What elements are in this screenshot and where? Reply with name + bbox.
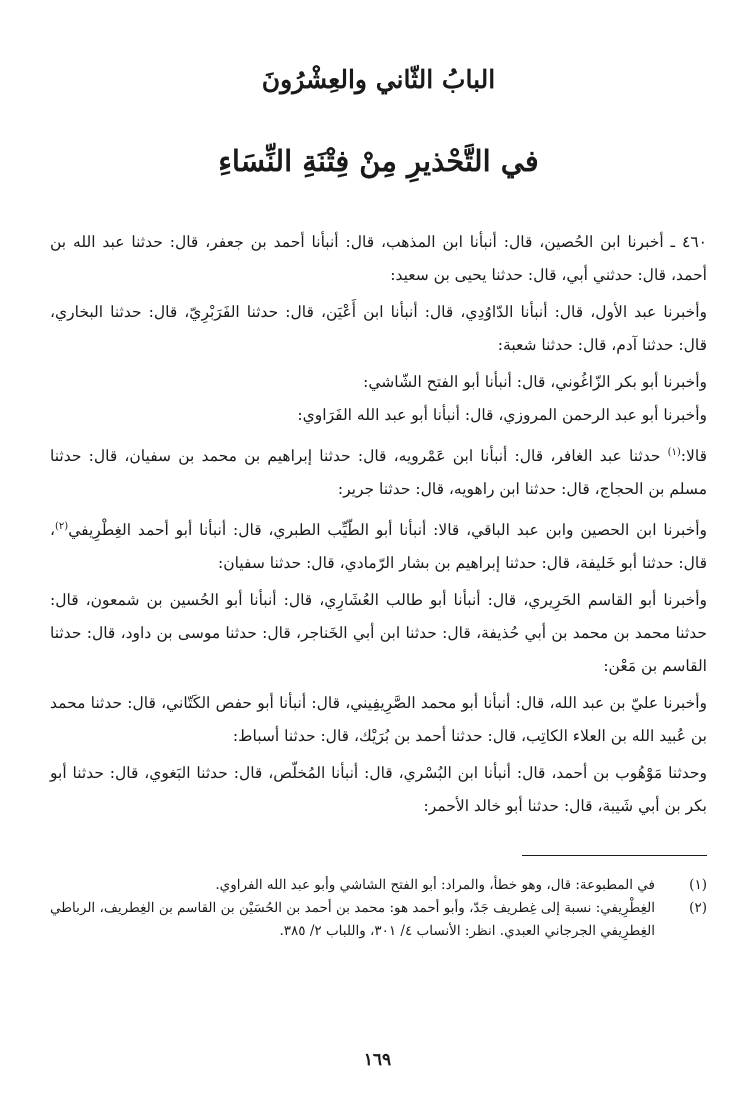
footnote-number: (١): [689, 877, 707, 894]
paragraph-chain-6-a: وأخبرنا ابن الحصين وابن عبد الباقي، قالا: أنبأنا أبو الطّيِّب الطبري، قال: أنبأنا أبو أحمد الغِطْرِيفي: [68, 521, 707, 540]
paragraph-hadith-460: ٤٦٠ ـ أخبرنا ابن الحُصين، قال: أنبأنا ابن المذهب، قال: أنبأنا أحمد بن جعفر، قال: حدثنا عبد الله بن أحمد، قال: حدثني أبي، قال: حدثنا يحيى بن سعيد:: [50, 233, 707, 284]
paragraph-chain-6-b: ، قال: حدثنا أبو خَليفة، قال: حدثنا إبراهيم بن بشار الرّمادي، قال: حدثنا سفيان:: [50, 521, 707, 573]
qala-word: قالا:: [680, 447, 707, 466]
main-text: [50, 226, 707, 823]
paragraph-chain-6: [50, 510, 707, 580]
paragraph-chain-4: وأخبرنا أبو عبد الرحمن المروزي، قال: أنبأنا أبو عبد الله الفَرَاوي:: [297, 406, 707, 424]
section-title: في التَّحْذيرِ مِنْ فِتْنَةِ النِّسَاءِ: [218, 144, 539, 178]
paragraph-chain-5: [50, 436, 707, 506]
page-number: ١٦٩: [363, 1050, 392, 1070]
paragraph-chain-5-text: حدثنا عبد الغافر، قال: أنبأنا ابن عَمْرويه، قال: حدثنا إبراهيم بن محمد بن سفيان، قال: حدثنا مسلم بن الحجاج، قال: حدثنا ابن راهويه، قال: حدثنا جرير:: [50, 447, 707, 499]
paragraph-chain-9: وحدثنا مَوْهُوب بن أحمد، قال: أنبأنا ابن البُسْري، قال: أنبأنا المُخلّص، قال: حدثنا البَغوي، قال: حدثنا أبو بكر بن أبي شَيبة، قال: حدثنا أبو خالد الأحمر:: [50, 764, 707, 816]
footnote-text: في المطبوعة: قال، وهو خطأ، والمراد: أبو الفتح الشاشي وأبو عبد الله الفراوي.: [215, 877, 655, 894]
paragraph-chain-3: وأخبرنا أبو بكر الزّاغُوني، قال: أنبأنا أبو الفتح الشّاشي:: [363, 373, 707, 391]
footnote-number: (٢): [689, 900, 707, 917]
footnote-ref-1[interactable]: (١): [667, 447, 681, 458]
footnotes: [50, 874, 707, 943]
footnote-text: الغِطْرِيفي: نسبة إلى غِطريف جَدّ، وأبو أحمد هو: محمد بن أحمد بن الحُسَيْن بن القاسم بن الغِطريف، الرباطي الغِطرِيفي الجرجاني العبدي. انظر: الأنساب ٤/ ٣٠١، واللباب ٢/ ٣٨٥.: [50, 900, 655, 940]
chapter-title: البابُ الثّاني والعِشْرُونَ: [261, 65, 496, 94]
footnote-1: [50, 874, 707, 897]
footnote-divider: [522, 855, 707, 856]
footnote-ref-2[interactable]: (٢): [55, 521, 69, 533]
footnote-2: [50, 897, 707, 943]
paragraph-chain-7: وأخبرنا أبو القاسم الحَرِيري، قال: أنبأنا أبو طالب العُشَارِي، قال: أنبأنا أبو الحُسين بن شمعون، قال: حدثنا محمد بن محمد بن أبي حُذيفة، قال: حدثنا ابن أبي الخَناجر، قال: حدثنا موسى بن داود، قال: حدثنا القاسم بن مَعْن:: [50, 591, 707, 676]
paragraph-chain-8: وأخبرنا عليّ بن عبد الله، قال: أنبأنا أبو محمد الصَّرِيفِيني، قال: أنبأنا أبو حفص الكَتّاني، قال: حدثنا محمد بن عُبيد الله بن العلاء الكاتِب، قال: حدثنا أحمد بن بُرَيْك، قال: حدثنا أسباط:: [50, 694, 707, 746]
paragraph-chain-2: وأخبرنا عبد الأول، قال: أنبأنا الدّاوُدِي، قال: أنبأنا ابن أَعْيَن، قال: حدثنا الفَرَبْرِيّ، قال: حدثنا البخاري، قال: حدثنا آدم، قال: حدثنا شعبة:: [50, 303, 707, 354]
